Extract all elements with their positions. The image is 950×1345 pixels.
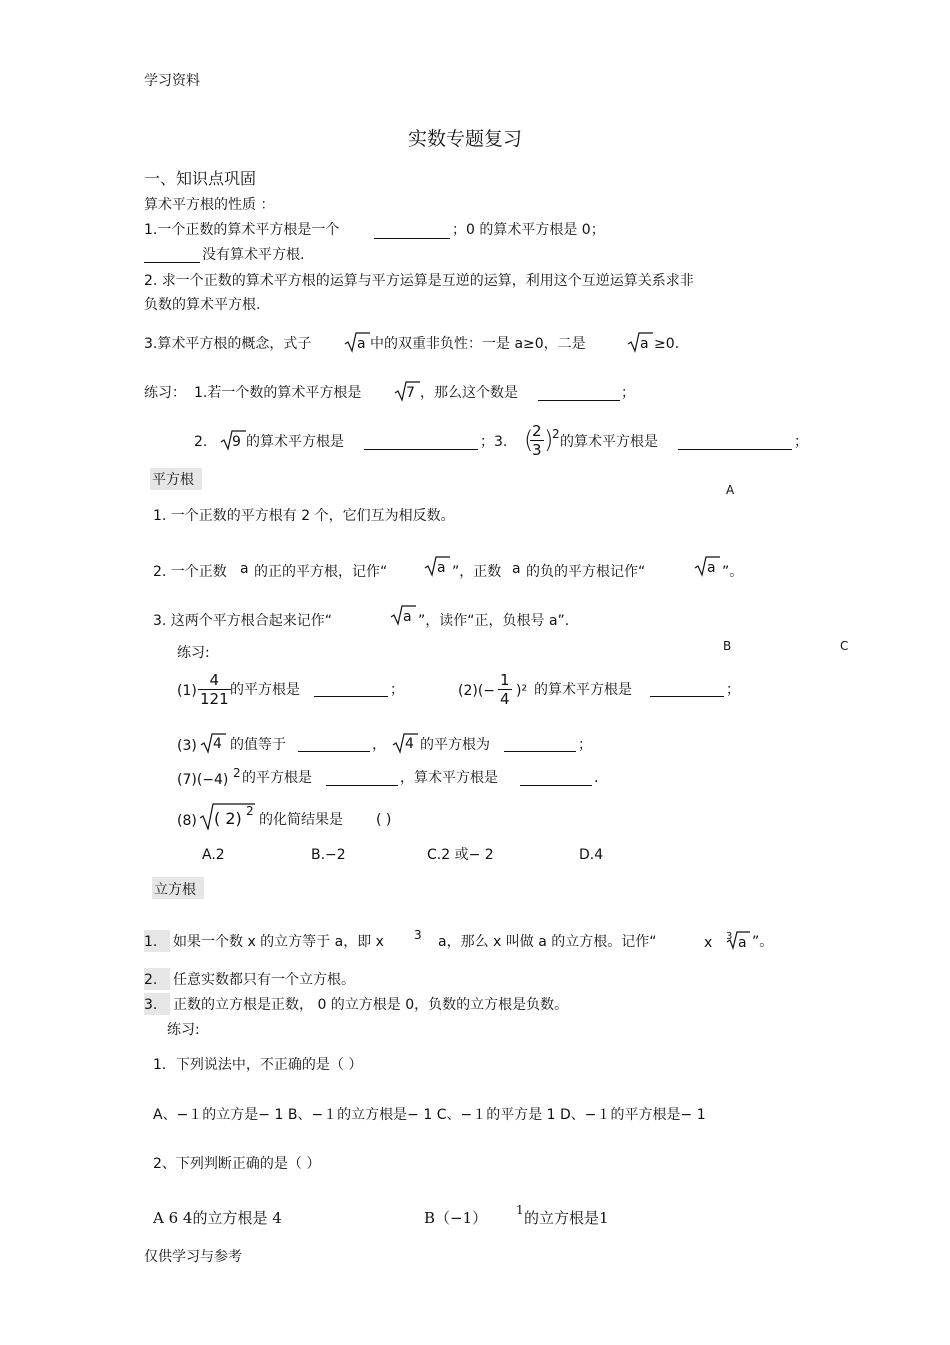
item-number: 1. [144,934,158,950]
item-number: 2. [144,972,158,988]
cube-ex2-option-b: 的立方根是1 [524,1209,609,1227]
variable-x: x [704,935,713,951]
square-p3: ”，读作“正，负根号 a”. [418,613,570,629]
ex2-text: 的算术平方根是 [246,434,344,450]
cube-heading: 立方根 [154,882,196,898]
ex2-label: 2. [194,434,208,450]
square-p2: 的负的平方根记作“ [526,564,646,580]
q7-label: (7)(−4) [177,772,229,788]
q2-label: (2)(− [458,683,496,699]
variable-a: a [240,561,249,577]
section-heading: 一、知识点巩固 [144,169,257,188]
fraction: $\frac{1}{4}$ [500,671,510,708]
radicand: a [738,935,747,951]
cube-p1: a，那么 x 叫做 a 的立方根。记作“ [438,934,657,950]
answer-blank[interactable] [298,751,370,752]
radicand: 4 [405,736,414,752]
q1-end: ； [390,682,404,698]
radicand: a [640,336,649,352]
answer-blank[interactable] [374,238,450,239]
arith-p2a: 2. 求一个正数的算术平方根的运算与平方运算是互逆的运算，利用这个互逆运算关系求非 [144,273,694,289]
cube-ex1-options: A、−１的立方是− 1 B、−１的立方根是− 1 C、−１的平方是 1 D、−１的平方根是− 1 [153,1107,706,1123]
exercise-label: 练习: [177,645,210,661]
left-paren: ( [524,426,534,454]
radicand: a [437,560,446,576]
margin-mark: A [726,483,735,497]
arith-p1b: ；0 的算术平方根是 0； [452,222,605,238]
ex2-end: ； [794,434,808,450]
square-p2: ”，正数 [452,564,502,580]
radicand: a [357,336,366,352]
square-p2: ”。 [722,564,744,580]
exponent: 2 [246,804,254,818]
q2-text: 的算术平方根是 [534,682,632,698]
q8-label: (8) [177,813,197,829]
q3-text: 的值等于 [230,737,286,753]
fraction: $\frac{2}{3}$ [532,422,542,459]
ex2-text: 的算术平方根是 [560,434,658,450]
choice-a[interactable]: A.2 [202,847,225,863]
arith-p3e: ≥0. [654,336,680,352]
answer-blank[interactable] [326,785,398,786]
exponent: 2 [233,766,241,780]
arith-p3c: 中的双重非负性：一是 a≥0，二是 [370,336,586,352]
right-paren: ) [544,426,554,454]
page-footer: 仅供学习与参考 [144,1249,242,1265]
answer-blank[interactable] [364,449,478,450]
margin-mark: C [840,639,849,653]
exponent: 2 [552,427,560,441]
cube-ex2: 2、下列判断正确的是（ ） [153,1156,321,1172]
radicand: 7 [406,385,415,401]
arith-p1a: 1.一个正数的算术平方根是一个 [144,222,340,238]
variable-a: a [512,561,521,577]
arith-p1c: 没有算术平方根. [202,247,305,263]
fraction: $\frac{4}{121}$ [200,671,229,708]
ex1-end: ； [621,385,635,401]
answer-blank[interactable] [650,696,724,697]
answer-blank[interactable] [678,449,792,450]
answer-blank[interactable] [520,785,592,786]
arith-p2b: 负数的算术平方根. [144,297,261,313]
q3-text: ， [372,737,386,753]
square-p2: 的正的平方根，记作“ [254,564,388,580]
choice-d[interactable]: D.4 [579,847,604,863]
exponent: 1 [516,1203,524,1217]
exponent: 3 [414,928,422,942]
answer-blank[interactable] [504,751,576,752]
ex1-text: 1.若一个数的算术平方根是 [194,385,362,401]
cube-ex2-option-b: B（−1） [424,1209,488,1227]
radicand: ( 2) [214,809,242,828]
answer-blank[interactable] [538,400,620,401]
q3-label: (3) [177,738,197,754]
root-index: 3 [726,931,733,942]
exercise-label: 练习： [144,385,186,401]
page-title: 实数专题复习 [408,128,523,150]
arith-heading: 算术平方根的性质 ： [144,197,275,213]
square-p2: 2. 一个正数 [153,564,227,580]
cube-p3: 正数的立方根是正数， 0 的立方根是 0，负数的立方根是负数。 [173,997,569,1013]
q3-text: 的平方根为 [420,737,490,753]
radicand: a [707,560,716,576]
margin-mark: B [723,639,732,653]
exercise-label: 练习: [167,1022,200,1038]
q8-text: 的化简结果是 [259,812,343,828]
q1-label: (1) [177,683,197,699]
item-number: 3. [144,997,158,1013]
square-p1: 1. 一个正数的平方根有 2 个，它们互为相反数。 [153,508,455,524]
radicand: a [403,609,412,625]
cube-p1: ”。 [752,934,774,950]
q1-text: 的平方根是 [230,682,300,698]
q2-end: ； [726,682,740,698]
cube-ex1: 1．下列说法中，不正确的是（ ） [153,1057,363,1073]
answer-blank[interactable] [314,696,388,697]
answer-parens[interactable]: ( ) [376,812,392,828]
q7-end: . [594,770,599,786]
q3-end: ； [578,737,592,753]
radicand: 4 [213,736,222,752]
cube-p1: 如果一个数 x 的立方等于 a，即 x [173,934,384,950]
q7-text: ，算术平方根是 [400,770,498,786]
cube-ex2-option-a: A 6 4的立方根是 4 [153,1209,282,1227]
square-p3: 3. 这两个平方根合起来记作“ [153,613,333,629]
cube-p2: 任意实数都只有一个立方根。 [173,972,355,988]
q7-text: 的平方根是 [242,770,312,786]
square-heading: 平方根 [152,472,194,488]
answer-blank[interactable] [144,262,200,263]
arith-p3a: 3.算术平方根的概念，式子 [144,336,312,352]
choice-c[interactable]: C.2 或− 2 [427,847,494,863]
q2-power: )² [516,683,528,699]
ex2-text: ；3. [480,434,508,450]
radicand: 9 [232,434,241,450]
page-header: 学习资料 [144,73,200,89]
ex1-text: ，那么这个数是 [420,385,518,401]
choice-b[interactable]: B.−2 [311,847,346,863]
